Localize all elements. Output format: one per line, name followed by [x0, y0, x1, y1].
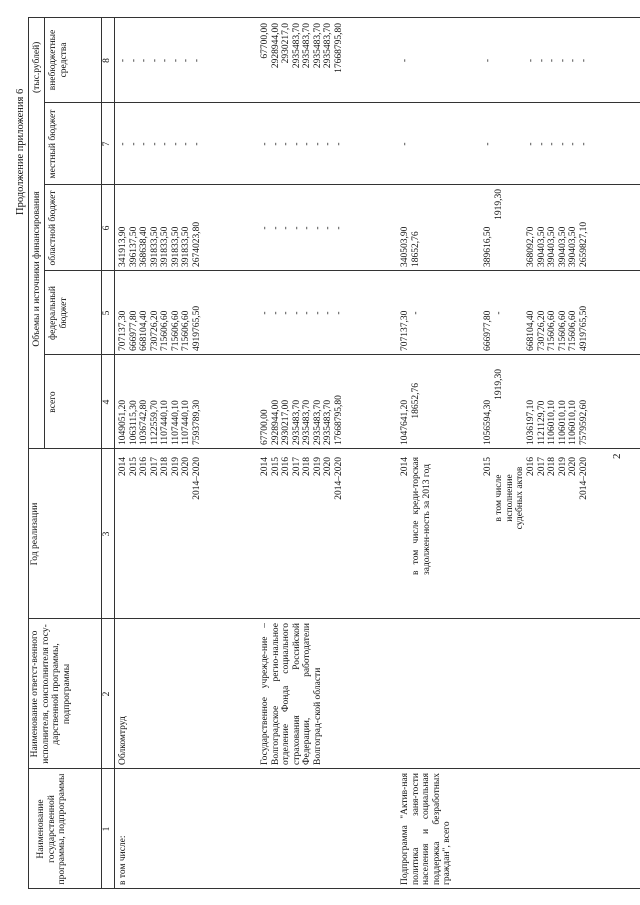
- federal-cell: 715606,60: [557, 310, 568, 351]
- block2-local: [260, 103, 344, 185]
- header-regional: областной бюджет: [48, 190, 58, 266]
- local-cell: -: [128, 142, 139, 146]
- federal-cell: 715606,60: [181, 310, 191, 351]
- extra-cell: -: [526, 58, 536, 63]
- extra-cell: -: [191, 58, 202, 63]
- block2-regional: [260, 185, 344, 271]
- year-cell: 2014–2020: [333, 457, 344, 500]
- regional-cell: 396137,50: [128, 226, 139, 267]
- extra-cell: -: [568, 58, 578, 63]
- federal-cell: 666977,80: [128, 310, 139, 351]
- local-2015: -: [483, 142, 493, 146]
- regional-cell: -: [323, 226, 333, 230]
- executor-oblkomtrud: Облкомтруд: [118, 716, 128, 765]
- regional-2014: 340503,90: [400, 226, 410, 267]
- year-cell: 2014: [118, 457, 128, 476]
- extra-cell: -: [118, 58, 128, 63]
- local-cell: -: [181, 142, 191, 146]
- program-label-in-that-number: в том числе:: [118, 835, 128, 885]
- local-cell: -: [578, 142, 589, 146]
- year-cell: 2014: [260, 457, 270, 476]
- total-cell: 2935483,70: [312, 399, 323, 445]
- col-number-1: 1: [102, 826, 112, 832]
- year-cell: 2018: [547, 457, 557, 476]
- total-cell: 7579592,60: [578, 399, 589, 445]
- regional-cell: 368638,40: [139, 226, 149, 267]
- col-number-2: 2: [102, 691, 112, 697]
- extra-cell: -: [160, 58, 170, 63]
- federal-cell: -: [323, 311, 333, 315]
- total-cell: 7593789,30: [191, 399, 202, 445]
- extra-cell: -: [170, 58, 181, 63]
- total-2014: 1047641,20: [400, 399, 410, 445]
- year-cell: 2018: [160, 457, 170, 476]
- extra-cell: 2935483,70: [323, 23, 333, 69]
- local-cell: -: [526, 142, 536, 146]
- total-cell: 1107440,10: [181, 400, 191, 445]
- year-cell: 2014–2020: [578, 457, 589, 500]
- total-cell: 1106010,10: [568, 400, 578, 445]
- year-cell: 2014–2020: [191, 457, 202, 500]
- federal-cell: -: [291, 311, 302, 315]
- block3-regional: [526, 187, 589, 267]
- extra-cell: -: [149, 58, 160, 63]
- local-cell: -: [191, 142, 202, 146]
- local-cell: -: [547, 142, 557, 146]
- federal-cell: 715606,60: [160, 310, 170, 351]
- extra-cell: 2935483,70: [312, 23, 323, 69]
- extra-cell: -: [128, 58, 139, 63]
- federal-cell: 730726,20: [536, 310, 547, 351]
- header-total: всего: [48, 391, 58, 413]
- header-federal: федеральный бюджет: [48, 286, 69, 340]
- extra-cell: 67700,00: [260, 23, 270, 59]
- total-cell: 1106010,10: [557, 400, 568, 445]
- header-executor: Наименование ответст-венного исполнителя, соисполнителя госу-дарственной программы, подпрограммы: [30, 624, 72, 764]
- local-cell: -: [302, 142, 312, 146]
- local-cell: -: [170, 142, 181, 146]
- continuation-note: Продолжение приложения 6: [15, 88, 26, 215]
- regional-cell: 391833,50: [181, 226, 191, 267]
- block1-extra: [118, 18, 202, 103]
- total-cell: 2928944,00: [270, 399, 281, 445]
- credit-total: 18652,76: [411, 383, 421, 419]
- extra-cell: -: [139, 58, 149, 63]
- local-cell: -: [557, 142, 568, 146]
- col-number-4: 4: [102, 399, 112, 405]
- extra-cell: -: [181, 58, 191, 63]
- year-cell: 2015: [128, 457, 139, 476]
- regional-cell: 391833,50: [149, 226, 160, 267]
- year-cell: 2018: [302, 457, 312, 476]
- header-program: Наименование государственной программы, подпрограммы: [36, 773, 67, 885]
- header-local: местный бюджет: [48, 109, 58, 179]
- header-year: Год реализации: [30, 502, 40, 566]
- block1-federal: [118, 273, 202, 351]
- extra-cell: 2935483,70: [291, 23, 302, 69]
- federal-2014: 707137,30: [400, 310, 410, 351]
- block3-years: [526, 457, 589, 615]
- regional-cell: -: [260, 226, 270, 230]
- col-border-3: [28, 448, 640, 449]
- total-cell: 1036197,10: [526, 399, 536, 445]
- federal-cell: 730726,20: [149, 310, 160, 351]
- total-cell: 1049051,20: [118, 399, 128, 445]
- year-cell: 2019: [557, 457, 568, 476]
- regional-cell: 391833,50: [160, 226, 170, 267]
- header-financing: Объемы и источники финансирования: [32, 191, 42, 347]
- local-cell: -: [139, 142, 149, 146]
- regional-2015: 389616,50: [483, 226, 493, 267]
- local-cell: -: [270, 142, 281, 146]
- local-cell: -: [312, 142, 323, 146]
- regional-cell: 390403,50: [536, 226, 547, 267]
- total-cell: 2935483,70: [291, 399, 302, 445]
- year-cell: 2016: [281, 457, 291, 476]
- federal-cell: -: [281, 311, 291, 315]
- year-cell: 2017: [291, 457, 302, 476]
- regional-cell: -: [291, 226, 302, 230]
- regional-cell: -: [270, 226, 281, 230]
- col-number-7: 7: [102, 141, 112, 147]
- block1-regional: [118, 187, 202, 267]
- court-federal: -: [494, 311, 504, 315]
- year-cell: 2016: [526, 457, 536, 476]
- regional-cell: 390403,50: [568, 226, 578, 267]
- total-cell: 1036742,80: [139, 399, 149, 445]
- local-cell: -: [323, 142, 333, 146]
- local-cell: -: [118, 142, 128, 146]
- federal-cell: 715606,60: [547, 310, 557, 351]
- regional-cell: 391833,50: [170, 226, 181, 267]
- total-cell: 2930217,00: [281, 399, 291, 445]
- year-cell: 2020: [323, 457, 333, 476]
- local-cell: -: [568, 142, 578, 146]
- col-border-0: [28, 888, 640, 889]
- unit-note: (тыс.рублей): [32, 41, 42, 93]
- block2-years: [260, 457, 344, 615]
- block3-extra: [526, 18, 589, 103]
- federal-cell: -: [302, 311, 312, 315]
- block2-federal: [260, 271, 344, 355]
- federal-cell: 668104,40: [139, 310, 149, 351]
- total-cell: 1107440,10: [170, 400, 181, 445]
- regional-cell: 341913,90: [118, 226, 128, 267]
- extra-cell: 2935483,70: [302, 23, 312, 69]
- col-number-8: 8: [102, 58, 112, 63]
- local-cell: -: [149, 142, 160, 146]
- regional-cell: 368092,70: [526, 226, 536, 267]
- total-cell: 17668795,80: [333, 395, 344, 445]
- year-cell: 2017: [149, 457, 160, 476]
- year-cell: 2019: [312, 457, 323, 476]
- col-border-1: [28, 768, 640, 769]
- local-cell: -: [260, 142, 270, 146]
- extra-cell: -: [578, 58, 589, 63]
- block2-extra: [260, 23, 344, 101]
- court-regional: 1919,30: [494, 189, 504, 220]
- block2-total: [260, 357, 344, 445]
- total-2015: 1056594,30: [483, 399, 493, 445]
- executor-fss-employers: Государственное учрежде-ние – Волгоградское регио-нальное отделение Фонда социального страхования Российской Федерации, работодатели Волгоград-ской области: [260, 623, 323, 765]
- year-cell: 2017: [536, 457, 547, 476]
- extra-cell: -: [536, 58, 547, 63]
- extra-cell: -: [547, 58, 557, 63]
- page-number: 2: [611, 453, 623, 459]
- credit-federal: -: [411, 311, 421, 315]
- federal-cell: -: [333, 311, 344, 315]
- regional-cell: 390403,50: [557, 226, 568, 267]
- financing-header-line: [44, 18, 45, 449]
- block3-federal: [526, 273, 589, 351]
- subprogram-title: Подпрограмма "Актив-ная политика заня-тости населения и социальная поддержка безработных граждан", всего: [400, 773, 452, 885]
- year-cell: 2020: [181, 457, 191, 476]
- regional-cell: -: [281, 226, 291, 230]
- total-cell: 67700,00: [260, 409, 270, 445]
- block1-years: [118, 457, 202, 615]
- col-number-6: 6: [102, 225, 112, 231]
- federal-cell: 715606,60: [568, 310, 578, 351]
- total-cell: 1122559,70: [149, 400, 160, 445]
- regional-cell: 2674023,80: [191, 221, 202, 267]
- total-cell: 1107440,10: [160, 400, 170, 445]
- credit-debt-note: в том числе креди-торская задолжен-ность за 2013 год: [411, 457, 432, 575]
- local-cell: -: [160, 142, 170, 146]
- year-cell: 2020: [568, 457, 578, 476]
- header-extra: внебюджетные средства: [48, 29, 69, 91]
- local-cell: -: [291, 142, 302, 146]
- federal-cell: -: [312, 311, 323, 315]
- extra-cell: 2930217,0: [281, 23, 291, 64]
- extra-2015: -: [483, 58, 493, 63]
- federal-cell: 707137,30: [118, 310, 128, 351]
- col-border-2: [28, 618, 640, 619]
- block3-local: [526, 103, 589, 185]
- local-2014: -: [400, 142, 410, 146]
- local-cell: -: [536, 142, 547, 146]
- court-total: 1919,30: [494, 369, 504, 400]
- regional-cell: 2659827,10: [578, 221, 589, 267]
- year-cell: 2015: [270, 457, 281, 476]
- extra-2014: -: [400, 58, 410, 63]
- local-cell: -: [333, 142, 344, 146]
- col-number-5: 5: [102, 310, 112, 316]
- federal-cell: 4919765,50: [578, 305, 589, 351]
- col-number-line: [114, 18, 115, 889]
- col-number-3: 3: [102, 531, 112, 537]
- extra-cell: 17668795,80: [333, 23, 344, 73]
- regional-cell: -: [312, 226, 323, 230]
- total-cell: 2935483,70: [323, 399, 333, 445]
- regional-cell: -: [333, 226, 344, 230]
- federal-cell: 668104,40: [526, 310, 536, 351]
- block1-local: [118, 103, 202, 185]
- federal-cell: 4919765,50: [191, 305, 202, 351]
- federal-cell: 715606,60: [170, 310, 181, 351]
- block3-total: [526, 357, 589, 445]
- local-cell: -: [281, 142, 291, 146]
- court-acts-note: в том числе исполнение судебных актов: [494, 466, 525, 530]
- table-top-border: [28, 18, 29, 889]
- year-2015: 2015: [483, 457, 493, 476]
- block1-total: [118, 357, 202, 445]
- regional-cell: -: [302, 226, 312, 230]
- total-cell: 2935483,70: [302, 399, 312, 445]
- year-cell: 2019: [170, 457, 181, 476]
- total-cell: 1106010,10: [547, 400, 557, 445]
- federal-cell: -: [260, 311, 270, 315]
- total-cell: 1121129,70: [536, 400, 547, 445]
- year-cell: 2016: [139, 457, 149, 476]
- credit-regional: 18652,76: [411, 231, 421, 267]
- federal-2015: 666977,80: [483, 310, 493, 351]
- regional-cell: 390403,50: [547, 226, 557, 267]
- total-cell: 1063115,30: [128, 400, 139, 445]
- extra-cell: -: [557, 58, 568, 63]
- year-2014: 2014: [400, 457, 410, 476]
- federal-cell: -: [270, 311, 281, 315]
- extra-cell: 2928944,00: [270, 23, 281, 69]
